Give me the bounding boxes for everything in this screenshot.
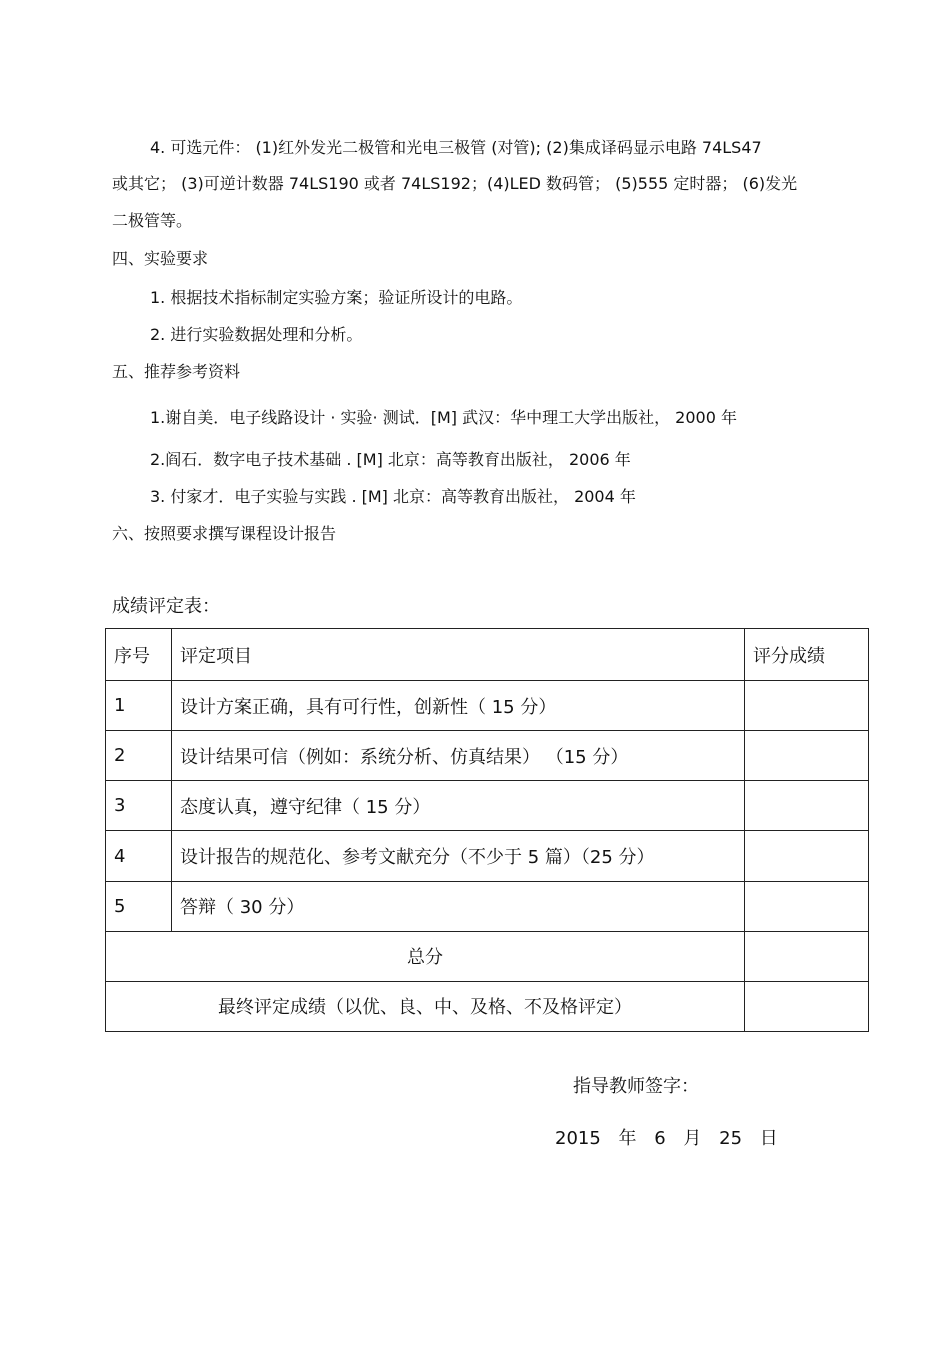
row-item: 态度认真，遵守纪律（ 15 分） bbox=[172, 781, 745, 831]
final-grade-row bbox=[106, 981, 869, 1031]
reference-item-2: 2.阎石．数字电子技术基础 . [M] 北京：高等教育出版社， 2006 年 bbox=[150, 450, 631, 469]
table-row bbox=[106, 681, 869, 731]
reference-item-3: 3. 付家才．电子实验与实践 . [M] 北京：高等教育出版社， 2004 年 bbox=[150, 487, 636, 506]
header-score: 评分成绩 bbox=[745, 629, 869, 681]
total-score-cell[interactable] bbox=[745, 931, 869, 981]
total-row bbox=[106, 931, 869, 981]
row-item: 设计方案正确，具有可行性，创新性（ 15 分） bbox=[172, 681, 745, 731]
row-number: 2 bbox=[106, 731, 172, 781]
optional-components-line-1: 4. 可选元件： (1)红外发光二极管和光电三极管 (对管); (2)集成译码显示电路 74LS47 bbox=[150, 138, 762, 157]
row-number: 3 bbox=[106, 781, 172, 831]
row-score-cell[interactable] bbox=[745, 681, 869, 731]
table-row bbox=[106, 831, 869, 881]
score-table-caption: 成绩评定表： bbox=[112, 596, 220, 617]
row-score-cell[interactable] bbox=[745, 831, 869, 881]
section-heading-report: 六、按照要求撰写课程设计报告 bbox=[112, 524, 337, 543]
section-heading-references: 五、推荐参考资料 bbox=[112, 362, 241, 381]
optional-components-line-3: 二极管等。 bbox=[112, 211, 193, 230]
section-heading-requirements: 四、实验要求 bbox=[112, 249, 209, 268]
row-score-cell[interactable] bbox=[745, 781, 869, 831]
row-item: 答辩（ 30 分） bbox=[172, 881, 745, 931]
row-number: 5 bbox=[106, 881, 172, 931]
score-table bbox=[105, 628, 869, 1032]
signature-date: 2015 年 6 月 25 日 bbox=[555, 1128, 778, 1149]
row-score-cell[interactable] bbox=[745, 881, 869, 931]
requirement-item-1: 1. 根据技术指标制定实验方案；验证所设计的电路。 bbox=[150, 288, 523, 307]
score-table-header-row bbox=[106, 629, 869, 681]
header-item: 评定项目 bbox=[172, 629, 745, 681]
header-number: 序号 bbox=[106, 629, 172, 681]
row-score-cell[interactable] bbox=[745, 731, 869, 781]
reference-item-1: 1.谢自美．电子线路设计 · 实验· 测试．[M] 武汉：华中理工大学出版社， 2000 年 bbox=[150, 408, 737, 427]
table-row bbox=[106, 881, 869, 931]
row-number: 4 bbox=[106, 831, 172, 881]
table-row bbox=[106, 781, 869, 831]
optional-components-line-2: 或其它； (3)可逆计数器 74LS190 或者 74LS192；(4)LED 数码管； (5)555 定时器； (6)发光 bbox=[112, 174, 798, 193]
row-number: 1 bbox=[106, 681, 172, 731]
final-grade-cell[interactable] bbox=[745, 981, 869, 1031]
final-grade-label: 最终评定成绩（以优、良、中、及格、不及格评定） bbox=[106, 981, 745, 1031]
row-item: 设计报告的规范化、参考文献充分（不少于 5 篇）（25 分） bbox=[172, 831, 745, 881]
total-label: 总分 bbox=[106, 931, 745, 981]
row-item: 设计结果可信（例如：系统分析、仿真结果） （15 分） bbox=[172, 731, 745, 781]
table-row bbox=[106, 731, 869, 781]
teacher-signature-label: 指导教师签字： bbox=[573, 1076, 699, 1097]
requirement-item-2: 2. 进行实验数据处理和分析。 bbox=[150, 325, 363, 344]
